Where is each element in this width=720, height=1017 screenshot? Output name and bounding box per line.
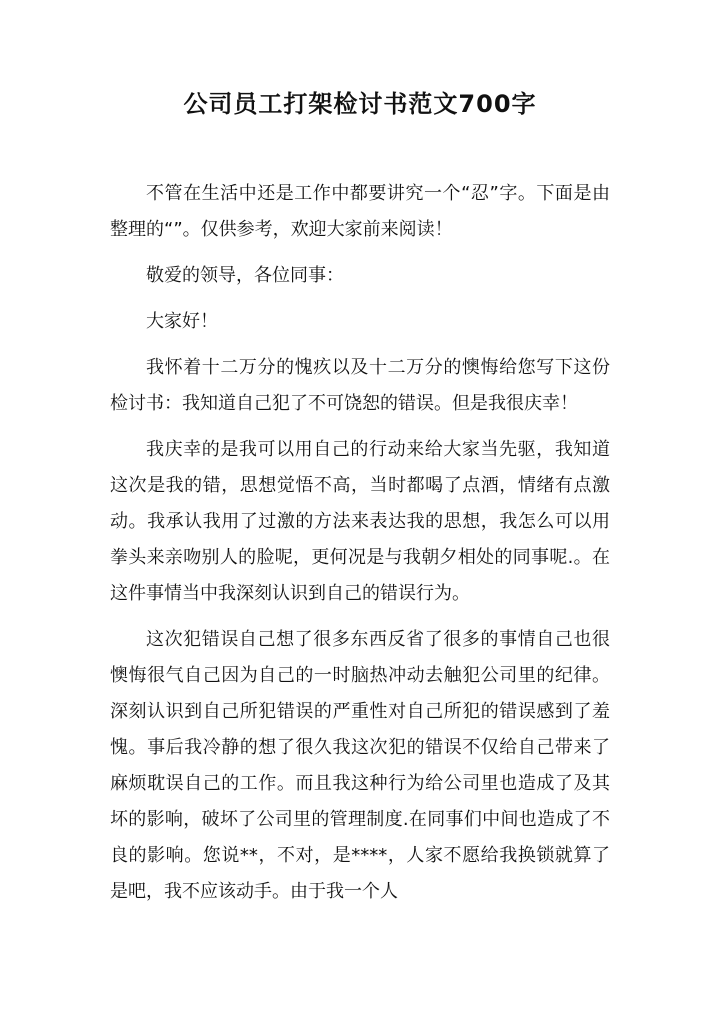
paragraph-body-1: 我怀着十二万分的愧疚以及十二万分的懊悔给您写下这份检讨书：我知道自己犯了不可饶恕的错误。但是我很庆幸！ bbox=[110, 357, 610, 414]
document-title: 公司员工打架检讨书范文700字 bbox=[183, 90, 537, 118]
paragraph-intro: 不管在生活中还是工作中都要讲究一个“忍”字。下面是由整理的“”。仅供参考，欢迎大家前来阅读！ bbox=[110, 183, 610, 240]
paragraph-greeting: 大家好！ bbox=[146, 311, 218, 332]
paragraph-body-3: 这次犯错误自己想了很多东西反省了很多的事情自己也很懊悔很气自己因为自己的一时脑热冲动去触犯公司里的纪律。深刻认识到自己所犯错误的严重性对自己所犯的错误感到了羞愧。事后我冷静的想了很久我这次犯的错误不仅给自己带来了麻烦耽误自己的工作。而且我这种行为给公司里也造成了及其坏的影响，破坏了公司里的管理制度.在同事们中间也造成了不良的影响。您说**，不对，是****，人家不愿给我换锁就算了是吧，我不应该动手。由于我一个人 bbox=[110, 629, 610, 902]
paragraph-salutation: 敬爱的领导，各位同事： bbox=[146, 265, 344, 286]
paragraph-body-2: 我庆幸的是我可以用自己的行动来给大家当先驱，我知道这次是我的错，思想觉悟不高，当时都喝了点酒，情绪有点激动。我承认我用了过激的方法来表达我的思想，我怎么可以用拳头来亲吻别人的脸呢，更何况是与我朝夕相处的同事呢.。在这件事情当中我深刻认识到自己的错误行为。 bbox=[110, 439, 610, 604]
document-body bbox=[110, 176, 610, 920]
